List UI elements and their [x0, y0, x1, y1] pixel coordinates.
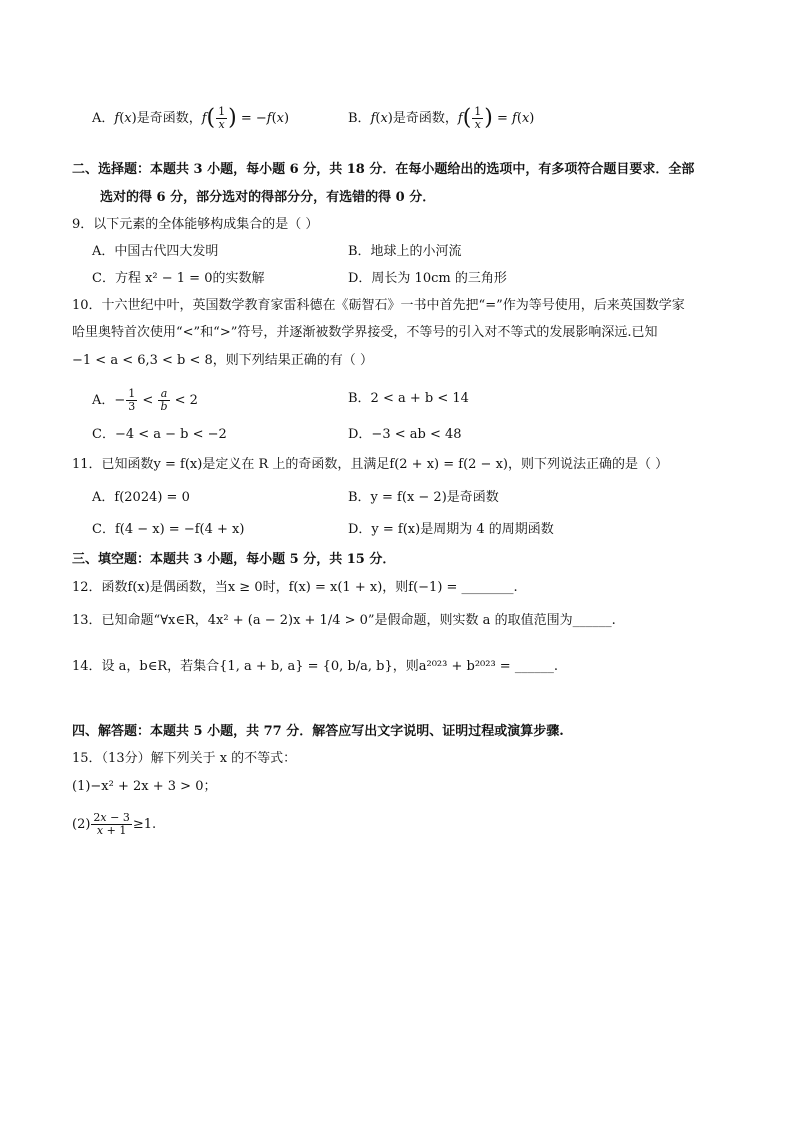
q10-stem-line1: 10．十六世纪中叶，英国数学教育家雷科德在《砺智石》一书中首先把“=”作为等号使用，后来英国数学家 [72, 298, 685, 313]
q10-option-b: B．2 < a + b < 14 [348, 391, 469, 406]
q11-option-c: C．f(4 − x) = −f(4 + x) [92, 522, 245, 537]
q8-option-a: A．f(x)是奇函数，f( $\frac{1}{x}$ ) = −f(x) [92, 105, 290, 131]
q9-stem: 9．以下元素的全体能够构成集合的是（ ） [72, 217, 319, 232]
q12: 12．函数f(x)是偶函数，当x ≥ 0时，f(x) = x(1 + x)，则f(−1) = ________. [72, 580, 518, 595]
q13: 13．已知命题“∀x∈R，4x² + (a − 2)x + 1/4 > 0”是假命题，则实数 a 的取值范围为______. [72, 613, 616, 628]
q11-option-b: B．y = f(x − 2)是奇函数 [348, 490, 499, 505]
q10-option-d: D．−3 < ab < 48 [348, 427, 462, 442]
q9-option-c: C．方程 x² − 1 = 0的实数解 [92, 271, 265, 286]
q14: 14．设 a，b∈R，若集合{1, a + b, a} = {0, b/a, b}，则a²⁰²³ + b²⁰²³ = ______. [72, 659, 558, 674]
section2-heading-cont: 选对的得 6 分，部分选对的得部分分，有选错的得 0 分． [100, 190, 436, 205]
q11-stem: 11．已知函数y = f(x)是定义在 R 上的奇函数，且满足f(2 + x) = f(2 − x)，则下列说法正确的是（ ） [72, 457, 669, 472]
q15-part1: (1)−x² + 2x + 3 > 0； [72, 779, 217, 794]
q9-option-b: B．地球上的小河流 [348, 244, 462, 259]
section4-heading: 四、解答题：本题共 5 小题，共 77 分．解答应写出文字说明、证明过程或演算步骤. [72, 724, 564, 739]
q9-option-d: D．周长为 10cm 的三角形 [348, 271, 507, 286]
q10-stem-line3: −1 < a < 6,3 < b < 8，则下列结果正确的有（ ） [72, 353, 373, 368]
q11-option-d: D．y = f(x)是周期为 4 的周期函数 [348, 522, 554, 537]
q10-option-c: C．−4 < a − b < −2 [92, 427, 227, 442]
q15-stem: 15．（13分）解下列关于 x 的不等式： [72, 751, 297, 766]
q10-stem-line2: 哈里奥特首次使用“<”和“>”符号，并逐渐被数学界接受，不等号的引入对不等式的发展影响深远.已知 [72, 325, 658, 340]
section3-heading: 三、填空题：本题共 3 小题，每小题 5 分，共 15 分． [72, 552, 396, 567]
q9-option-a: A．中国古代四大发明 [92, 244, 219, 259]
q10-option-a: A．− $\frac{1}{3}$ < $\frac{a}{b}$ < 2 [92, 387, 198, 413]
q11-option-a: A．f(2024) = 0 [92, 490, 190, 505]
section2-heading: 二、选择题：本题共 3 小题，每小题 6 分，共 18 分．在每小题给出的选项中，有多项符合题目要求．全部 [72, 162, 695, 177]
q15-part2: (2) $\frac{2x - 3}{x + 1}$ ≥1. [72, 811, 157, 837]
q8-option-b: B．f(x)是奇函数，f( $\frac{1}{x}$ ) = f(x) [348, 105, 535, 131]
